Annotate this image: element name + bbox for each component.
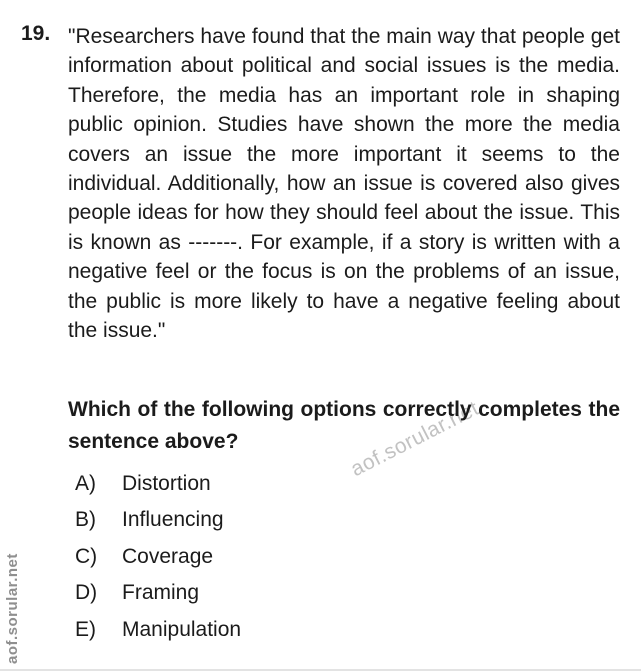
option-b-text: Influencing [122, 508, 224, 532]
option-a-text: Distortion [122, 472, 211, 495]
option-c-letter: C) [75, 544, 98, 568]
watermark-vertical: aof.sorular.net [4, 553, 21, 664]
option-e-text: Manipulation [122, 617, 242, 641]
option-e [75, 618, 241, 654]
question-number: 19. [21, 22, 51, 45]
option-a-letter: A) [75, 472, 96, 495]
option-b [75, 508, 241, 544]
option-b-letter: B) [75, 508, 96, 532]
option-d [75, 581, 241, 617]
question-stem: Which of the following options correctly completes the sentence above? [68, 398, 620, 453]
option-d-text: Framing [122, 581, 200, 605]
option-c [75, 545, 241, 581]
options-list [75, 472, 241, 654]
option-a [75, 472, 241, 508]
option-d-letter: D) [75, 581, 98, 605]
question-passage: "Researchers have found that the main way that people get information about political and social issues is the media. Therefore, the media has an important role in shaping public opinion. Studies have shown the more the media covers an issue the more important it seems to the individual. Additionally, how an issue is covered also gives people ideas for how they should feel about the issue. This is known as -------. For example, if a story is written with a negative feel or the focus is on the problems of an issue, the public is more likely to have a negative feeling about the issue." [68, 25, 620, 343]
option-e-letter: E) [75, 617, 96, 641]
watermark-diagonal: aof.sorular.net [347, 396, 483, 482]
option-c-text: Coverage [122, 544, 214, 568]
